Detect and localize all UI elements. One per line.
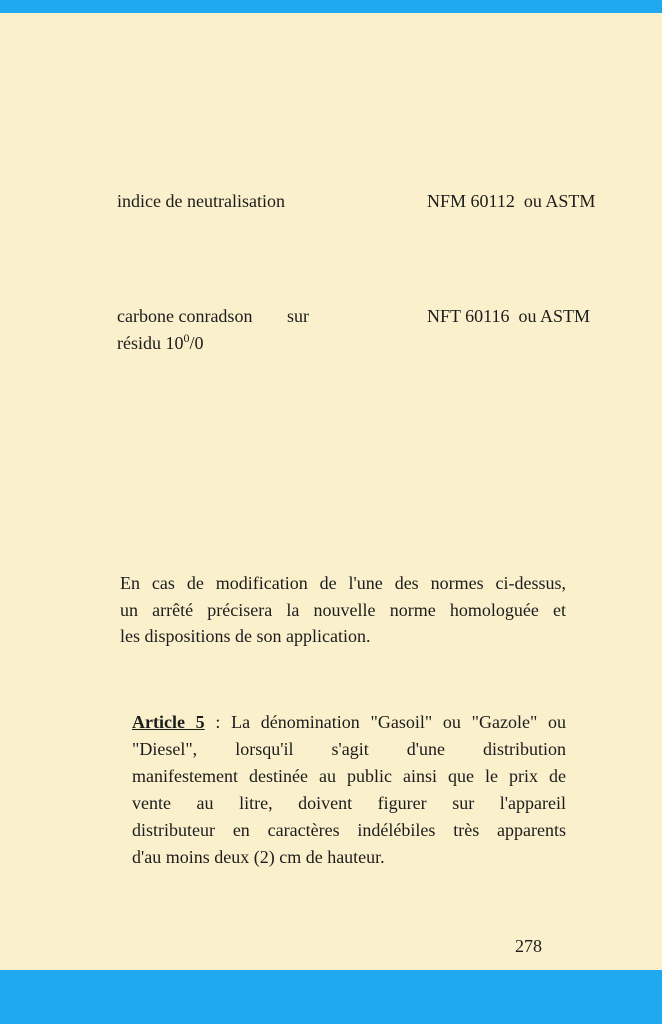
norm-code-nft60116: NFT 60116 ou ASTM — [427, 306, 591, 326]
norm-label-carbone-line1 — [117, 303, 309, 330]
text-line: un arrêté précisera la nouvelle norme homologuée et — [120, 599, 566, 620]
page-number: 278 — [515, 936, 542, 956]
text-line: vente au litre, doivent figurer sur l'appareil — [132, 793, 566, 813]
text-line: distributeur en caractères indélébiles très apparents — [132, 820, 566, 840]
text-line: manifestement destinée au public ainsi que le prix de — [132, 766, 566, 786]
label-carbone-conradson: carbone conradson — [117, 306, 253, 326]
norm-label-carbone-line2 — [117, 330, 309, 357]
label-sur: sur — [287, 306, 309, 326]
paragraph-article5 — [132, 709, 566, 871]
article5-body-lines — [132, 736, 566, 871]
bottom-border-bar — [0, 970, 662, 1024]
residu-superscript: 0 — [183, 331, 190, 345]
norm-code-nfm60112: NFM 60112 ou ASTM — [427, 191, 596, 211]
article5-heading: Article 5 — [132, 712, 205, 732]
norm-label-carbone — [117, 303, 309, 357]
norm-label-neutralisation: indice de neutralisation — [117, 191, 285, 211]
text-line: d'au moins deux (2) cm de hauteur. — [132, 847, 385, 867]
top-border-bar — [0, 0, 662, 13]
text-line: les dispositions de son application. — [120, 626, 371, 646]
residu-suffix: /0 — [189, 333, 204, 353]
residu-text: résidu 10 — [117, 333, 184, 353]
article5-first-line — [132, 709, 566, 736]
text-line: En cas de modification de l'une des normes ci-dessus, — [120, 573, 566, 593]
text-line: "Diesel", lorsqu'il s'agit d'une distribution — [132, 739, 566, 759]
article5-first-line-text: : La dénomination "Gasoil" ou "Gazole" ou — [204, 712, 566, 732]
paragraph-modification-normes — [120, 570, 566, 650]
